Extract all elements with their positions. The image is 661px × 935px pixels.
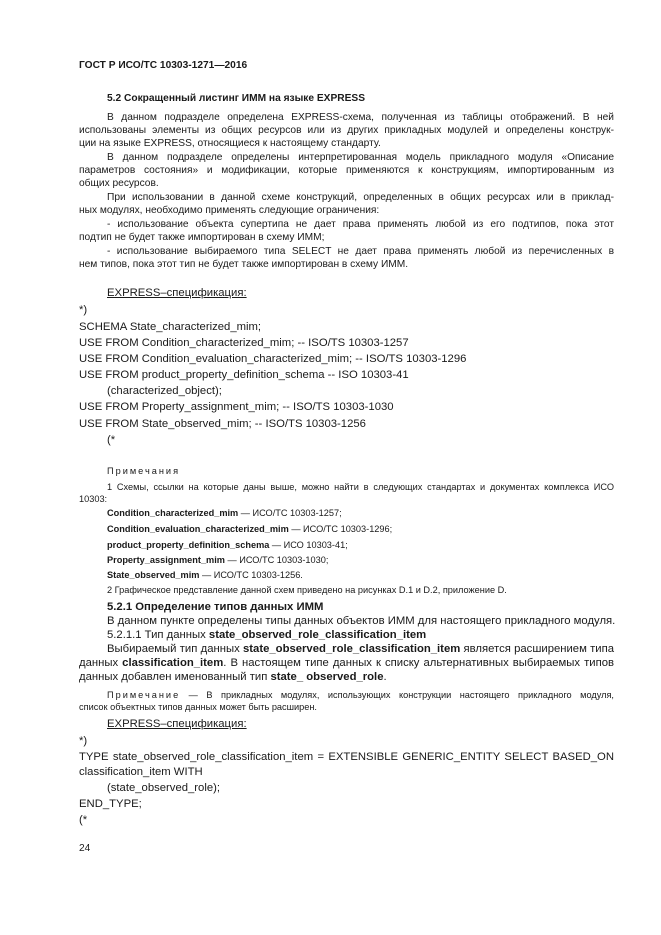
note-line	[107, 690, 614, 700]
reference-standard: — ИСО/ТС 10303-1296;	[288, 524, 393, 534]
text-run: данных	[79, 657, 123, 669]
list-item: - использование объекта супертипа не дает права применять любой из его подтипов, пока этот	[107, 219, 614, 230]
text-run: является расширением типа	[460, 643, 615, 655]
reference-name: product_property_definition_schema	[107, 540, 270, 550]
code-line: USE FROM Condition_characterized_mim; -- ISO/TS 10303-1257	[79, 337, 409, 349]
note-line: список объектных типов данных может быть расширен.	[79, 702, 317, 712]
type-name: state_observed_role_classification_item	[243, 643, 461, 655]
paragraph-line: При использовании в данной схеме конструкций, определенных в общих ресурсах или в приклад-	[107, 192, 614, 203]
code-line: USE FROM Property_assignment_mim; -- ISO/TS 10303-1030	[79, 401, 394, 413]
paragraph-line	[79, 657, 614, 669]
paragraph-line: параметров состояния» и модификации, которые применяются к конструкциям, импортированным из	[79, 165, 614, 176]
paragraph-line: использованы элементы из общих ресурсов или из других прикладных модулей и определены конструк-	[79, 125, 614, 136]
type-name: state_ observed_role	[270, 671, 384, 683]
paragraph-line: В данном подразделе определена EXPRESS-схема, полученная из таблицы отображений. В ней	[107, 112, 614, 123]
code-line: (*	[107, 434, 116, 446]
subsection-title: 5.2.1 Определение типов данных ИММ	[107, 601, 324, 613]
note-line: 10303:	[79, 494, 108, 504]
reference-name: Condition_evaluation_characterized_mim	[107, 524, 289, 534]
code-line: USE FROM Condition_evaluation_characterized_mim; -- ISO/TS 10303-1296	[79, 353, 467, 365]
list-item: - использование выбираемого типа SELECT не дает права применять любой из перечисленных в	[107, 246, 614, 257]
code-line: TYPE state_observed_role_classification_item = EXTENSIBLE GENERIC_ENTITY SELECT BASED_ON	[79, 751, 614, 763]
note-reference	[107, 570, 303, 580]
paragraph-line: общих ресурсов.	[79, 178, 159, 189]
list-item-continuation: подтип не будет также импортирован в схему ИММ;	[79, 232, 325, 243]
reference-standard: — ИСО/ТС 10303-1030;	[224, 555, 329, 565]
text-run: данных добавлен именованный тип	[79, 671, 271, 683]
text-run: — В прикладных модулях, использующих конструкции настоящего прикладного модуля,	[180, 690, 614, 700]
note-line: 2 Графическое представление данной схем приведено на рисунках D.1 и D.2, приложение D.	[107, 585, 507, 595]
code-line: (*	[79, 814, 88, 826]
reference-name: Property_assignment_mim	[107, 555, 225, 565]
note-reference	[107, 508, 342, 518]
reference-standard: — ИСО/ТС 10303-1257;	[238, 508, 342, 518]
code-line: SCHEMA State_characterized_mim;	[79, 321, 262, 333]
code-line: USE FROM State_observed_mim; -- ISO/TS 10303-1256	[79, 418, 366, 430]
code-line: END_TYPE;	[79, 798, 142, 810]
paragraph-line: ции на языке EXPRESS, относящиеся к настоящему стандарту.	[79, 138, 381, 149]
subsubsection-title	[107, 629, 426, 641]
reference-standard: — ИСО/ТС 10303-1256.	[199, 570, 303, 580]
paragraph-line	[79, 671, 387, 683]
code-line: USE FROM product_property_definition_schema -- ISO 10303-41	[79, 369, 409, 381]
document-id: ГОСТ Р ИСО/ТС 10303-1271—2016	[79, 60, 248, 71]
paragraph-line: ных модулях, необходимо применять следующие ограничения:	[79, 205, 380, 216]
note-line: 1 Схемы, ссылки на которые даны выше, можно найти в следующих стандартах и документах комплекса ИСО	[107, 482, 614, 492]
paragraph-line	[107, 643, 614, 655]
page-number: 24	[79, 843, 91, 854]
paragraph-line: В данном пункте определены типы данных объектов ИММ для настоящего прикладного модуля.	[107, 615, 616, 627]
paragraph-line: В данном подразделе определены интерпретированная модель прикладного модуля «Описание	[107, 152, 614, 163]
text-run: Выбираемый тип данных	[107, 643, 244, 655]
subsubsection-number: 5.2.1.1 Тип данных	[107, 629, 209, 641]
text-run: .	[383, 671, 387, 683]
reference-standard: — ИСО 10303-41;	[269, 540, 348, 550]
code-line: *)	[79, 304, 88, 316]
note-reference	[107, 555, 328, 565]
section-title: 5.2 Сокращенный листинг ИММ на языке EXPRESS	[107, 93, 366, 104]
code-line: (state_observed_role);	[107, 782, 221, 794]
notes-heading: Примечания	[107, 466, 181, 476]
note-reference	[107, 540, 348, 550]
type-name: state_observed_role_classification_item	[208, 629, 427, 641]
type-name: classification_item	[122, 657, 224, 669]
code-line: (characterized_object);	[107, 385, 222, 397]
text-run: . В настоящем типе данных к списку альтернативных выбираемых типов	[223, 657, 614, 669]
code-line: *)	[79, 735, 88, 747]
express-spec-label: EXPRESS–спецификация:	[107, 718, 247, 730]
code-line: classification_item WITH	[79, 766, 203, 778]
list-item-continuation: нем типов, пока этот тип не будет также импортирован в схему ИММ.	[79, 259, 409, 270]
express-spec-label: EXPRESS–спецификация:	[107, 287, 247, 299]
reference-name: Condition_characterized_mim	[107, 508, 239, 518]
note-label: Примечание	[107, 690, 181, 700]
reference-name: State_observed_mim	[107, 570, 200, 580]
note-reference	[107, 524, 392, 534]
